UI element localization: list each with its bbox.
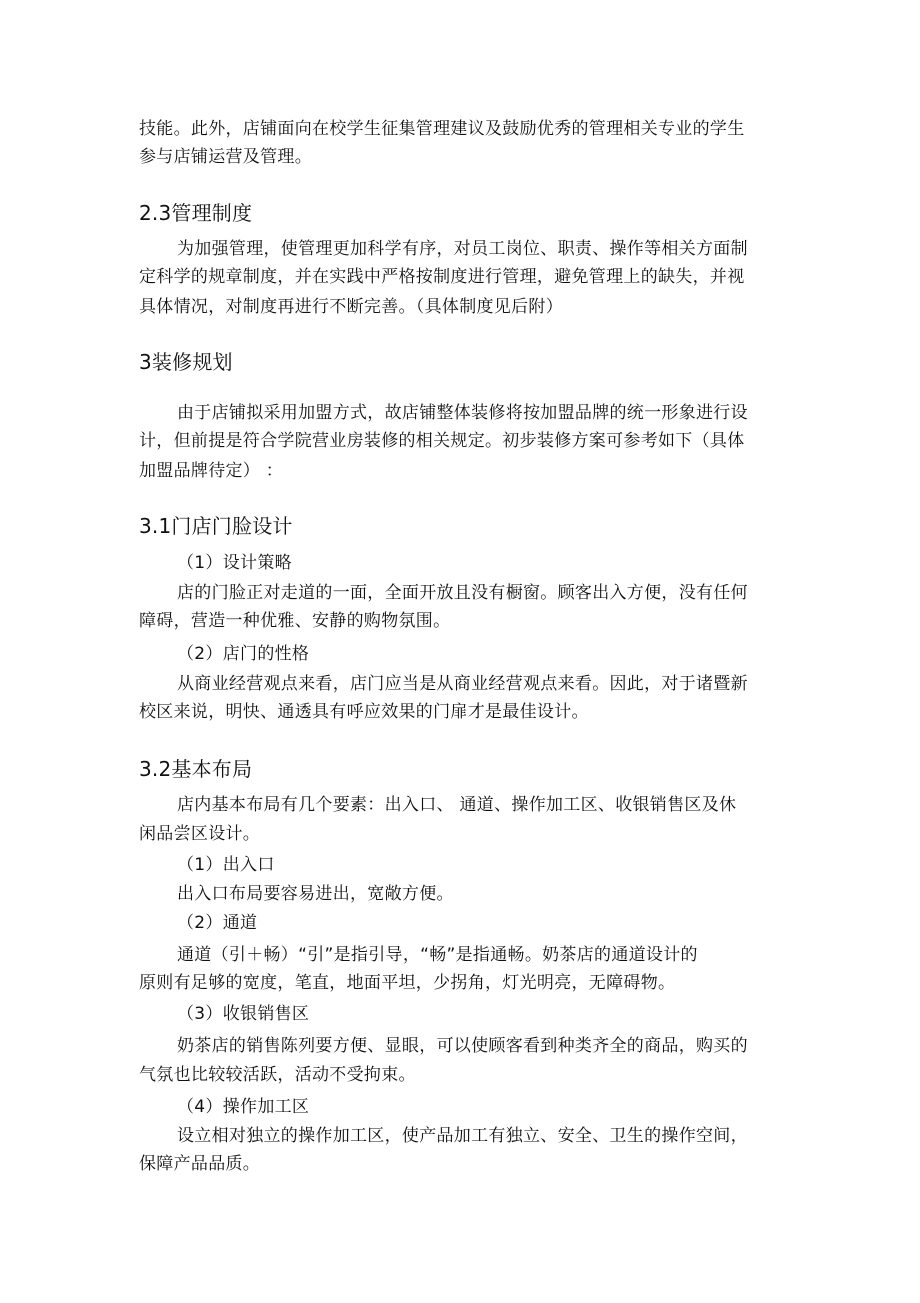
body-text-line: 出入口布局要容易进出，宽敞方便。 [177,884,454,904]
body-text-line: 通道（引＋畅）“引”是指引导，“畅”是指通畅。奶茶店的通道设计的 [177,945,698,965]
body-text-line: 由于店铺拟采用加盟方式，故店铺整体装修将按加盟品牌的统一形象进行设 [177,403,748,423]
section-heading: 3装修规划 [139,350,233,374]
body-text-line: 校区来说，明快、通透具有呼应效果的门扉才是最佳设计。 [139,702,589,722]
body-text-line: 保障产品品质。 [139,1154,261,1174]
body-text-line: 从商业经营观点来看，店门应当是从商业经营观点来看。因此，对于诸暨新 [177,674,748,694]
body-text-line: 设立相对独立的操作加工区，使产品加工有独立、安全、卫生的操作空间， [177,1126,748,1146]
section-heading: 3.1门店门脸设计 [139,514,293,538]
section-heading: 2.3管理制度 [139,201,253,225]
body-text-line: 原则有足够的宽度，笔直，地面平坦，少拐角，灯光明亮，无障碍物。 [139,973,676,993]
subsection-label: （2）店门的性格 [177,644,310,664]
body-text-line: 为加强管理，使管理更加科学有序，对员工岗位、职责、操作等相关方面制 [177,239,748,259]
body-text-line: 障碍，营造一种优雅、安静的购物氛围。 [139,611,451,631]
body-text-line: 技能。此外，店铺面向在校学生征集管理建议及鼓励优秀的管理相关专业的学生 [139,119,745,139]
body-text-line: 加盟品牌待定） ： [139,461,284,481]
subsection-label: （2）通道 [177,913,258,933]
subsection-label: （1）出入口 [177,855,275,875]
body-text-line: 奶茶店的销售陈列要方便、显眼，可以使顾客看到种类齐全的商品，购买的 [177,1036,748,1056]
body-text-line: 店的门脸正对走道的一面，全面开放且没有橱窗。顾客出入方便，没有任何 [177,583,748,603]
body-text-line: 具体情况，对制度再进行不断完善。（具体制度见后附） [139,297,563,317]
subsection-label: （4）操作加工区 [177,1097,310,1117]
body-text-line: 闲品尝区设计。 [139,824,261,844]
body-text-line: 气氛也比较较活跃，活动不受拘束。 [139,1065,416,1085]
subsection-label: （3）收银销售区 [177,1004,310,1024]
body-text-line: 计，但前提是符合学院营业房装修的相关规定。初步装修方案可参考如下（具体 [139,431,745,451]
body-text-line: 店内基本布局有几个要素：出入口、 通道、操作加工区、收银销售区及休 [177,795,737,815]
body-text-line: 定科学的规章制度，并在实践中严格按制度进行管理，避免管理上的缺失，并视 [139,267,745,287]
body-text-line: 参与店铺运营及管理。 [139,147,312,167]
section-heading: 3.2基本布局 [139,757,253,781]
subsection-label: （1）设计策略 [177,553,292,573]
